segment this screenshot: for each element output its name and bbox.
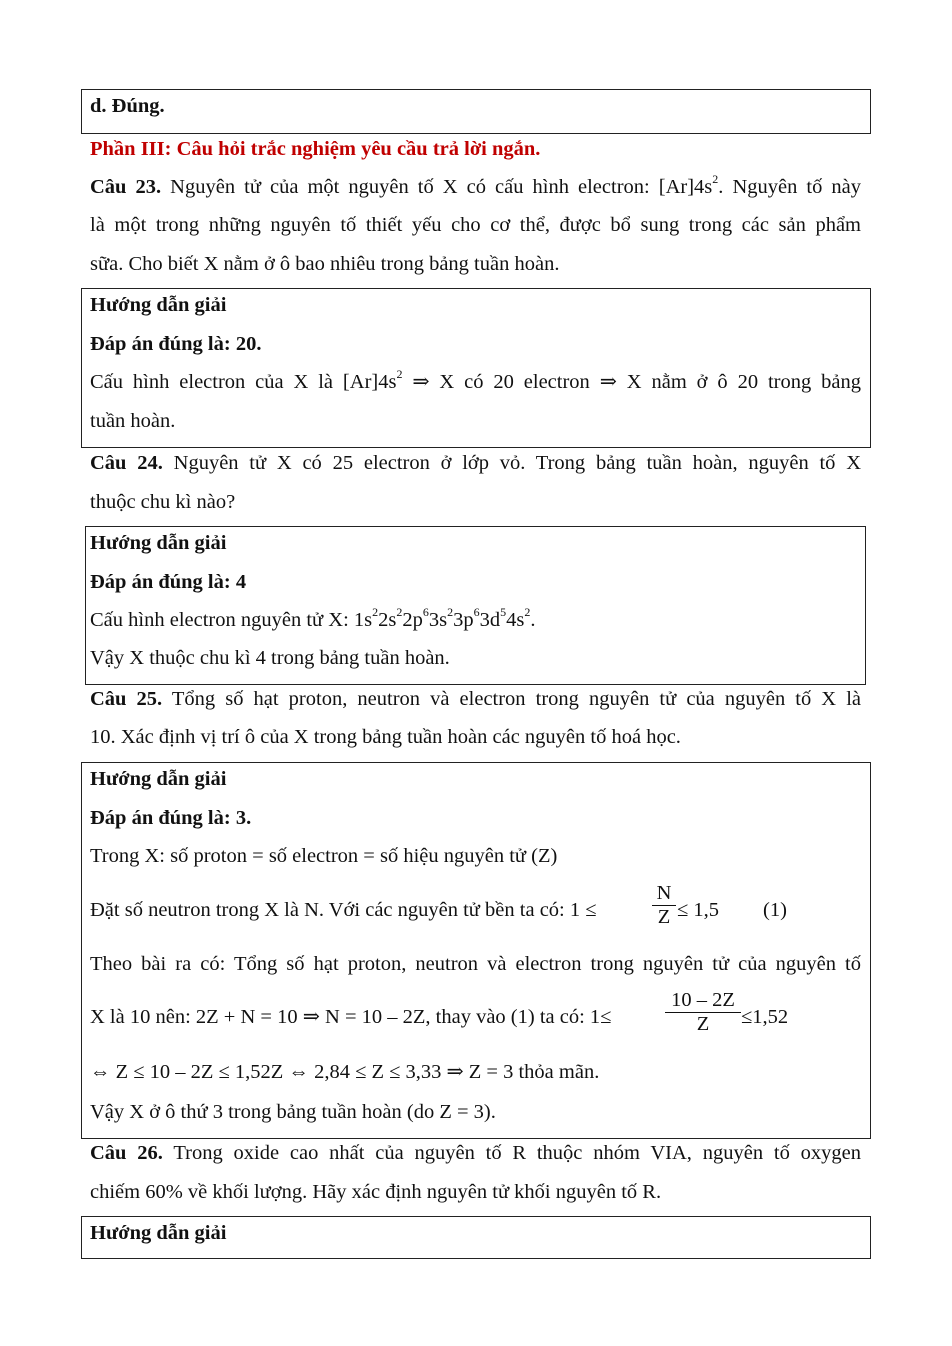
q24-solution-heading: Hướng dẫn giải [90,532,227,554]
q23-solution-line2: tuần hoàn. [90,410,176,432]
q23-answer: Đáp án đúng là: 20. [90,333,262,355]
q25-solution-line3: Theo bài ra có: Tổng số hạt proton, neutron và electron trong nguyên tử của nguyên tố [90,953,861,975]
prev-answer-box [81,89,871,134]
q25-solution-heading: Hướng dẫn giải [90,768,227,790]
q23-solution-line1: Cấu hình electron của X là $[Ar]4s^2$ ⇒ X có 20 electron ⇒ X nằm ở ô 20 trong bảng [90,367,861,393]
q23-solution-heading: Hướng dẫn giải [90,294,227,316]
q25-line2: 10. Xác định vị trí ô của X trong bảng tuần hoàn các nguyên tố hoá học. [90,726,681,748]
q23-line1: Câu 23. Nguyên tử của một nguyên tố X có cấu hình electron: $[Ar]4s^2$. Nguyên tố này [90,172,861,198]
q25-fraction-n-over-z: N Z [652,882,676,929]
q25-solution-line5: ⇔ Z ≤ 10 – 2Z ≤ 1,52Z ⇔ 2,84 ≤ Z ≤ 3,33 ⇒ Z = 3 thỏa mãn. [90,1061,600,1083]
q25-solution-line2: Đặt số neutron trong X là N. Với các nguyên tử bền ta có: 1 ≤ [90,899,597,921]
q25-fraction-10-2z-over-z: 10 – 2Z Z [665,989,741,1036]
q24-line1: Câu 24. Nguyên tử X có 25 electron ở lớp vỏ. Trong bảng tuần hoàn, nguyên tố X [90,452,862,474]
q24-answer: Đáp án đúng là: 4 [90,571,247,593]
q23-line2: là một trong những nguyên tố thiết yếu cho cơ thể, được bổ sung trong các sản phẩm [90,214,861,236]
q26-line1: Câu 26. Trong oxide cao nhất của nguyên tố R thuộc nhóm VIA, nguyên tố oxygen [90,1142,861,1164]
q23-line3: sữa. Cho biết X nằm ở ô bao nhiêu trong bảng tuần hoàn. [90,253,560,275]
section-heading: Phần III: Câu hỏi trắc nghiệm yêu cầu trả lời ngắn. [90,138,541,160]
q25-answer: Đáp án đúng là: 3. [90,807,252,829]
q24-line2: thuộc chu kì nào? [90,491,236,513]
q25-equation-ref: (1) [763,899,787,921]
q25-solution-line4: X là 10 nên: 2Z + N = 10 ⇒ N = 10 – 2Z, thay vào (1) ta có: 1≤ [90,1006,612,1028]
q24-solution-line2: Vậy X thuộc chu kì 4 trong bảng tuần hoàn. [90,647,450,669]
q25-solution-line1: Trong X: số proton = số electron = số hiệu nguyên tử (Z) [90,845,558,867]
q25-inequality2-tail: ≤1,52 [741,1006,789,1028]
q25-inequality-tail: ≤ 1,5 [677,899,720,921]
q26-line2: chiếm 60% về khối lượng. Hãy xác định nguyên tử khối nguyên tố R. [90,1181,662,1203]
prev-answer: d. Đúng. [90,95,165,117]
q25-solution-line6: Vậy X ở ô thứ 3 trong bảng tuần hoàn (do Z = 3). [90,1101,496,1123]
q26-solution-heading: Hướng dẫn giải [90,1222,227,1244]
q25-line1: Câu 25. Tổng số hạt proton, neutron và electron trong nguyên tử của nguyên tố X là [90,688,861,710]
q24-electron-config: Cấu hình electron nguyên tử X: $1s^22s^22p^63s^23p^63d^54s^2$. [90,605,536,631]
